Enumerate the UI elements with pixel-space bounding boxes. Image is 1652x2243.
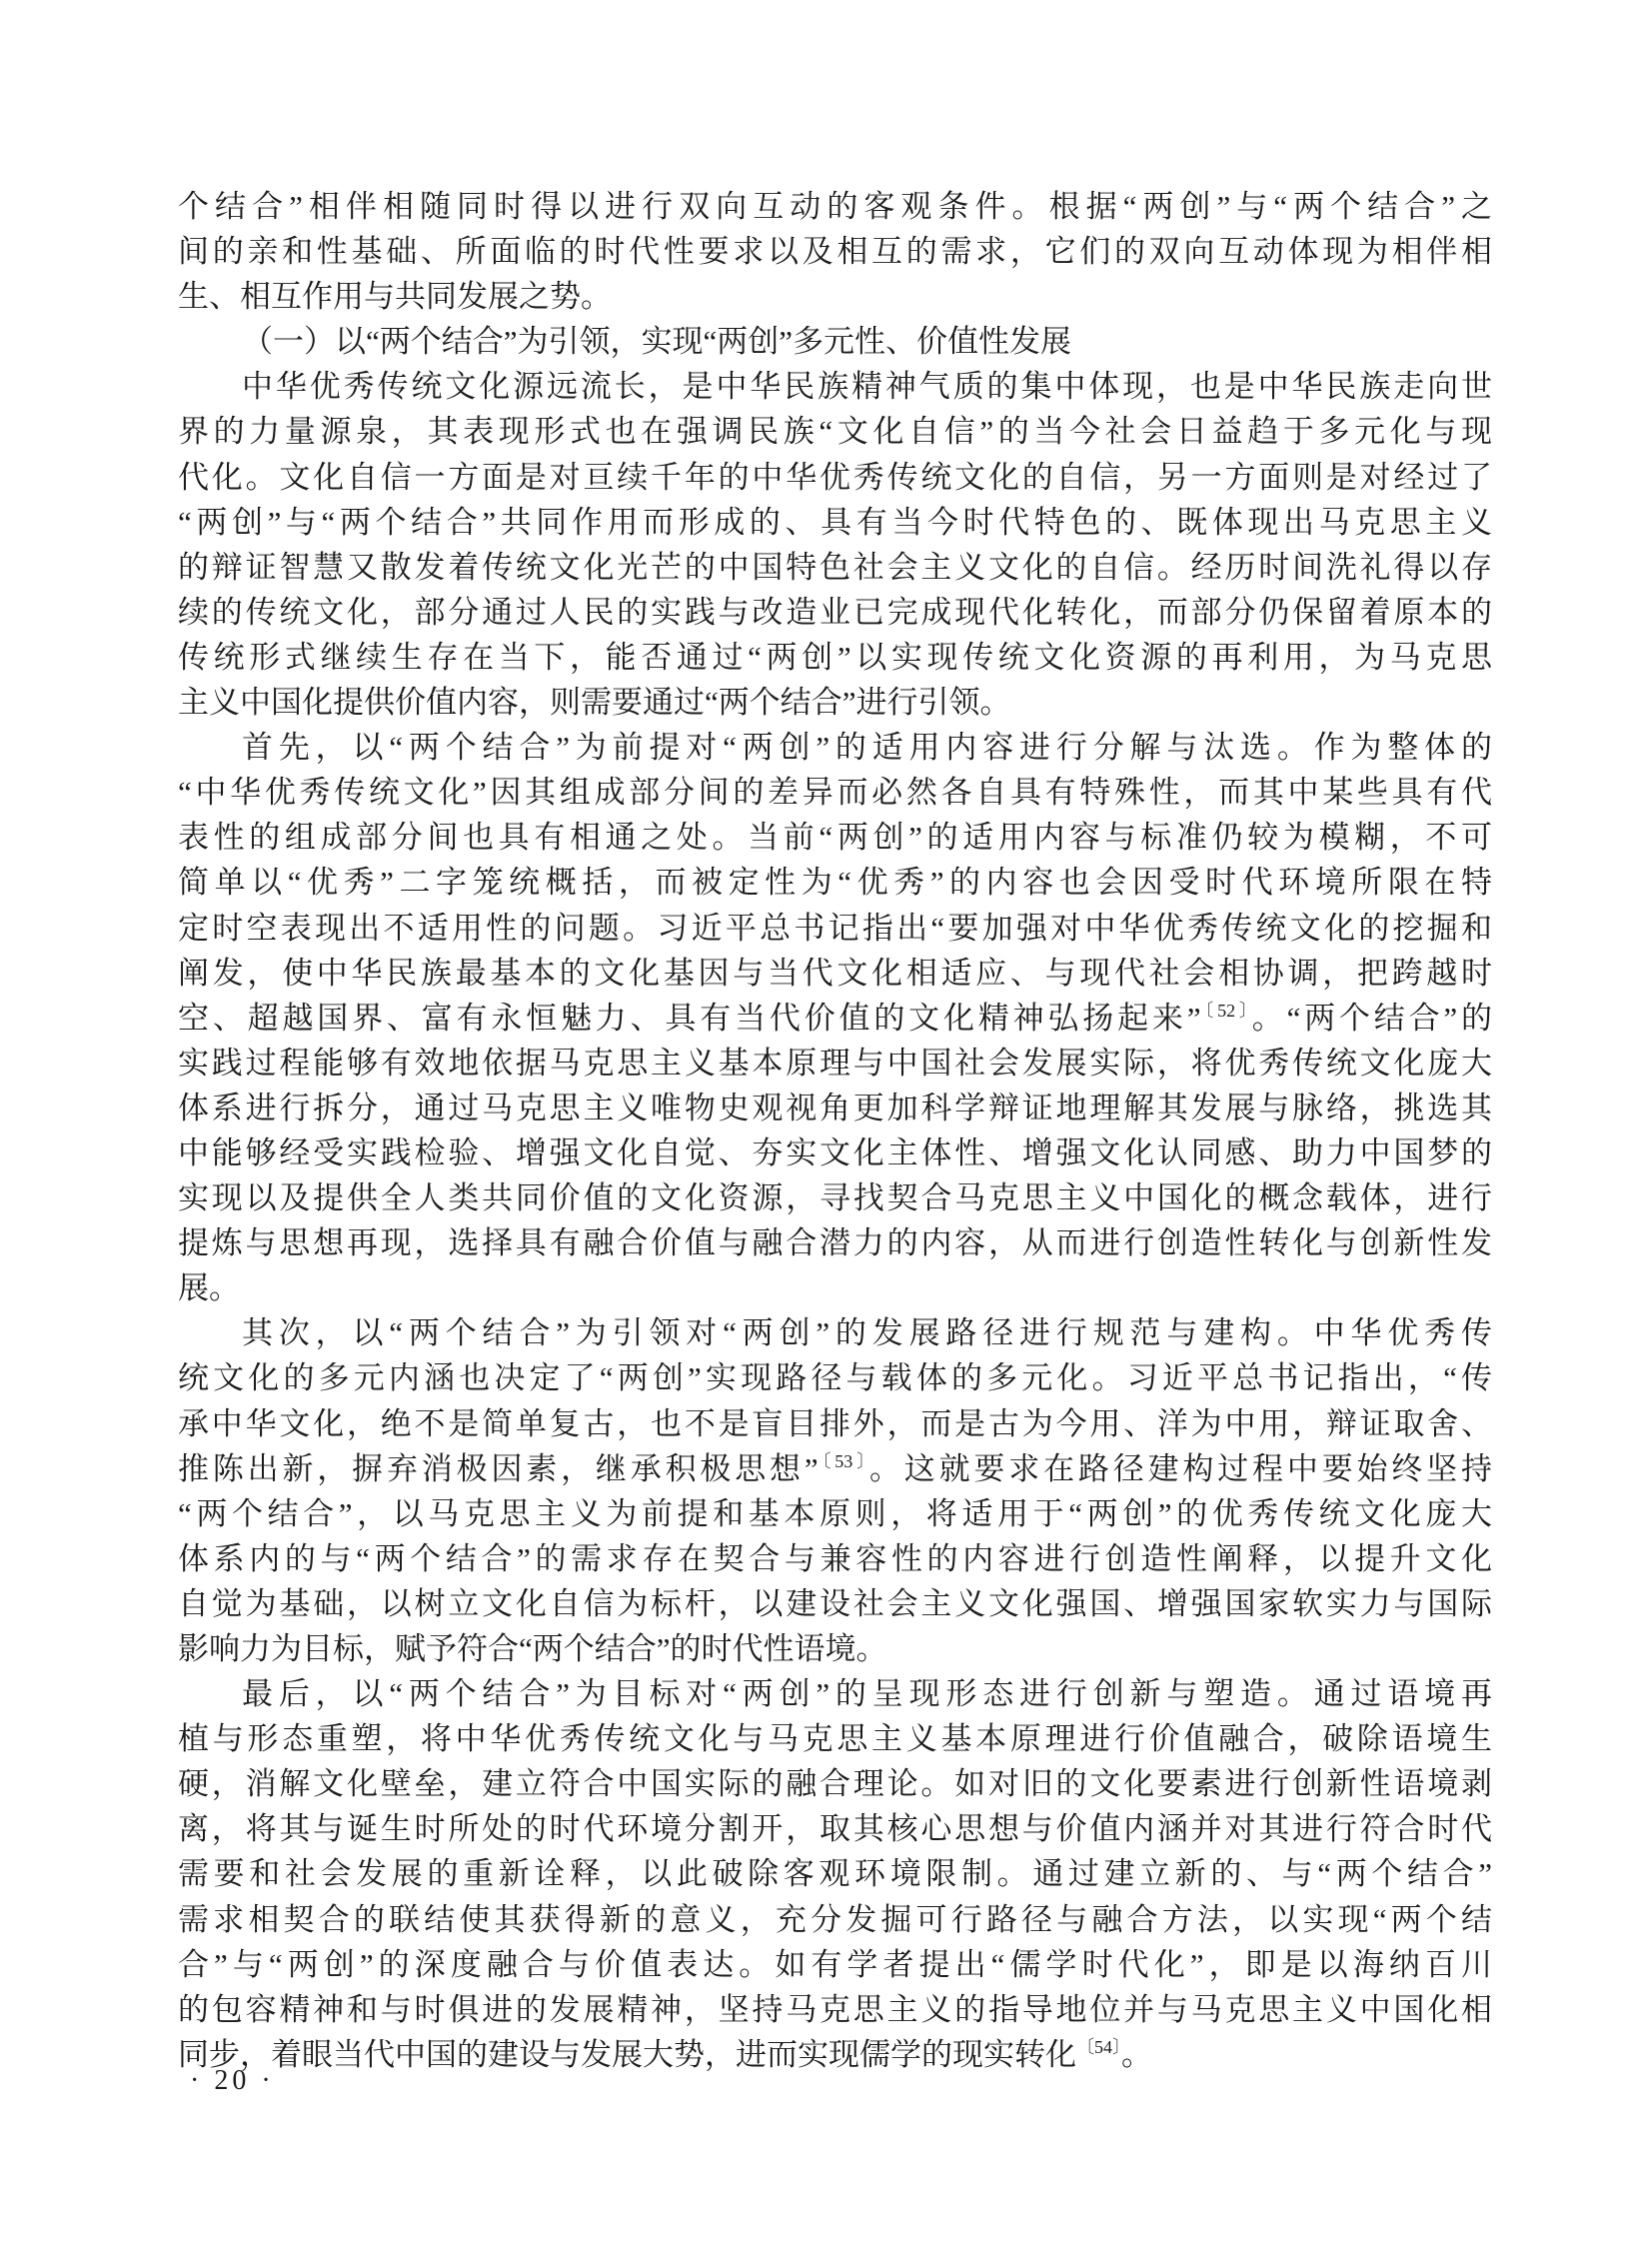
text-segment: 传统形式继续生存在当下，能否通过“两创”以实现传统文化资源的再利用，为马克思 [178,639,1492,675]
citation-ref: 〔53〕 [818,1450,869,1471]
text-line [178,951,1492,996]
text-line [178,274,1492,319]
text-line [178,319,1492,364]
text-line [178,1355,1492,1400]
text-segment: 推陈出新，摒弃消极因素，继承积极思想” [178,1450,819,1486]
text-segment: 代化。文化自信一方面是对亘续千年的中华优秀传统文化的自信，另一方面则是对经过了 [178,459,1492,495]
text-line [178,1265,1492,1310]
text-segment: 个结合”相伴相随同时得以进行双向互动的客观条件。根据“两创”与“两个结合”之 [178,189,1492,224]
text-line [178,860,1492,905]
text-segment: 同步，着眼当代中国的建设与发展大势，进而实现儒学的现实转化 [178,2036,1076,2072]
text-segment: 需要和社会发展的重新诠释，以此破除客观环境限制。通过建立新的、与“两个结合” [178,1856,1492,1892]
text-segment: 合”与“两创”的深度融合与价值表达。如有学者提出“儒学时代化”，即是以海纳百川 [178,1946,1492,1982]
text-line [178,1897,1492,1942]
text-line [178,184,1492,229]
text-line [178,1446,1492,1491]
text-segment: 空、超越国界、富有永恒魅力、具有当代价值的文化精神弘扬起来” [178,1000,1201,1036]
text-line [178,1041,1492,1086]
text-line [178,1581,1492,1626]
text-segment: “两创”与“两个结合”共同作用而形成的、具有当今时代特色的、既体现出马克思主义 [178,504,1492,540]
text-segment: 离，将其与诞生时所处的时代环境分割开，取其核心思想与价值内涵并对其进行符合时代 [178,1811,1492,1847]
text-segment: 简单以“优秀”二字笼统概括，而被定性为“优秀”的内容也会因受时代环境所限在特 [178,865,1492,901]
text-segment: 硬，消解文化壁垒，建立符合中国实际的融合理论。如对旧的文化要素进行创新性语境剥 [178,1766,1492,1802]
text-line [178,1671,1492,1716]
text-line [178,1536,1492,1581]
text-segment: 提炼与思想再现，选择具有融合价值与融合潜力的内容，从而进行创造性转化与创新性发 [178,1225,1492,1261]
text-line [178,815,1492,860]
text-line [178,1220,1492,1265]
text-segment: 展。 [178,1270,240,1306]
text-segment: 主义中国化提供价值内容，则需要通过“两个结合”进行引领。 [178,685,1011,721]
text-segment: 影响力为目标，赋予符合“两个结合”的时代性语境。 [178,1631,887,1666]
citation-ref: 〔54〕 [1076,2036,1121,2057]
text-segment: 承中华文化，绝不是简单复古，也不是盲目排外，而是古为今用、洋为中用，辩证取舍、 [178,1405,1492,1441]
text-segment: 阐发，使中华民族最基本的文化基因与当代文化相适应、与现代社会相协调，把跨越时 [178,955,1492,991]
text-line [178,1851,1492,1896]
text-line [178,1761,1492,1806]
text-line [178,590,1492,635]
text-line [178,500,1492,545]
text-segment: 首先，以“两个结合”为前提对“两创”的适用内容进行分解与汰选。作为整体的 [242,730,1492,766]
text-line [178,229,1492,274]
text-line [178,1987,1492,2032]
text-line [178,1175,1492,1220]
text-segment: 自觉为基础，以树立文化自信为标杆，以建设社会主义文化强国、增强国家软实力与国际 [178,1585,1492,1621]
text-segment: 中能够经受实践检验、增强文化自觉、夯实文化主体性、增强文化认同感、助力中国梦的 [178,1134,1492,1170]
text-segment: 植与形态重塑，将中华优秀传统文化与马克思主义基本原理进行价值融合，破除语境生 [178,1721,1492,1757]
text-segment: 其次，以“两个结合”为引领对“两创”的发展路径进行规范与建构。中华优秀传 [242,1315,1492,1351]
text-line [178,680,1492,725]
text-segment: （一）以“两个结合”为引领，实现“两创”多元性、价值性发展 [242,324,1072,360]
text-segment: 体系内的与“两个结合”的需求存在契合与兼容性的内容进行创造性阐释，以提升文化 [178,1540,1492,1576]
text-segment: 。这就要求在路径建构过程中要始终坚持 [868,1450,1493,1486]
text-segment: 统文化的多元内涵也决定了“两创”实现路径与载体的多元化。习近平总书记指出，“传 [178,1360,1492,1396]
text-line [178,770,1492,815]
text-segment: 。 [1121,2036,1152,2072]
citation-ref: 〔52〕 [1200,1000,1252,1021]
text-line [178,725,1492,770]
text-line [178,1942,1492,1987]
text-line [178,2032,1492,2077]
text-line [178,1716,1492,1761]
text-line [178,1806,1492,1851]
text-segment: 的包容精神和与时俱进的发展精神，坚持马克思主义的指导地位并与马克思主义中国化相 [178,1991,1492,2027]
text-segment: 实践过程能够有效地依据马克思主义基本原理与中国社会发展实际，将优秀传统文化庞大 [178,1045,1492,1081]
text-segment: 最后，以“两个结合”为目标对“两创”的呈现形态进行创新与塑造。通过语境再 [242,1676,1492,1712]
text-segment: 实现以及提供全人类共同价值的文化资源，寻找契合马克思主义中国化的概念载体，进行 [178,1180,1492,1216]
text-line [178,906,1492,951]
text-line [178,364,1492,409]
text-line [178,409,1492,454]
text-segment: 的辩证智慧又散发着传统文化光芒的中国特色社会主义文化的自信。经历时间洗礼得以存 [178,549,1492,585]
text-segment: 界的力量源泉，其表现形式也在强调民族“文化自信”的当今社会日益趋于多元化与现 [178,414,1492,450]
text-segment: “两个结合”，以马克思主义为前提和基本原则，将适用于“两创”的优秀传统文化庞大 [178,1495,1492,1531]
text-line [178,545,1492,590]
text-segment: 间的亲和性基础、所面临的时代性要求以及相互的需求，它们的双向互动体现为相伴相 [178,234,1492,270]
page-number: · 20 · [190,2065,275,2096]
text-line [178,455,1492,500]
text-segment: 定时空表现出不适用性的问题。习近平总书记指出“要加强对中华优秀传统文化的挖掘和 [178,910,1492,946]
text-line [178,635,1492,680]
text-segment: 续的传统文化，部分通过人民的实践与改造业已完成现代化转化，而部分仍保留着原本的 [178,594,1492,630]
text-line [178,1626,1492,1671]
text-segment: 体系进行拆分，通过马克思主义唯物史观视角更加科学辩证地理解其发展与脉络，挑选其 [178,1090,1492,1125]
text-line [178,1130,1492,1175]
text-line [178,1491,1492,1536]
text-line [178,1401,1492,1446]
text-line [178,1086,1492,1130]
text-segment: 生、相互作用与共同发展之势。 [178,279,612,315]
text-line [178,996,1492,1041]
text-line [178,1310,1492,1355]
text-segment: 表性的组成部分间也具有相通之处。当前“两创”的适用内容与标准仍较为模糊，不可 [178,820,1492,856]
text-segment: “中华优秀传统文化”因其组成部分间的差异而必然各自具有特殊性，而其中某些具有代 [178,775,1492,811]
body-text [178,184,1492,2077]
text-segment: 需求相契合的联结使其获得新的意义，充分发掘可行路径与融合方法，以实现“两个结 [178,1901,1492,1937]
text-segment: 。“两个结合”的 [1251,1000,1492,1036]
text-segment: 中华优秀传统文化源远流长，是中华民族精神气质的集中体现，也是中华民族走向世 [242,369,1492,405]
